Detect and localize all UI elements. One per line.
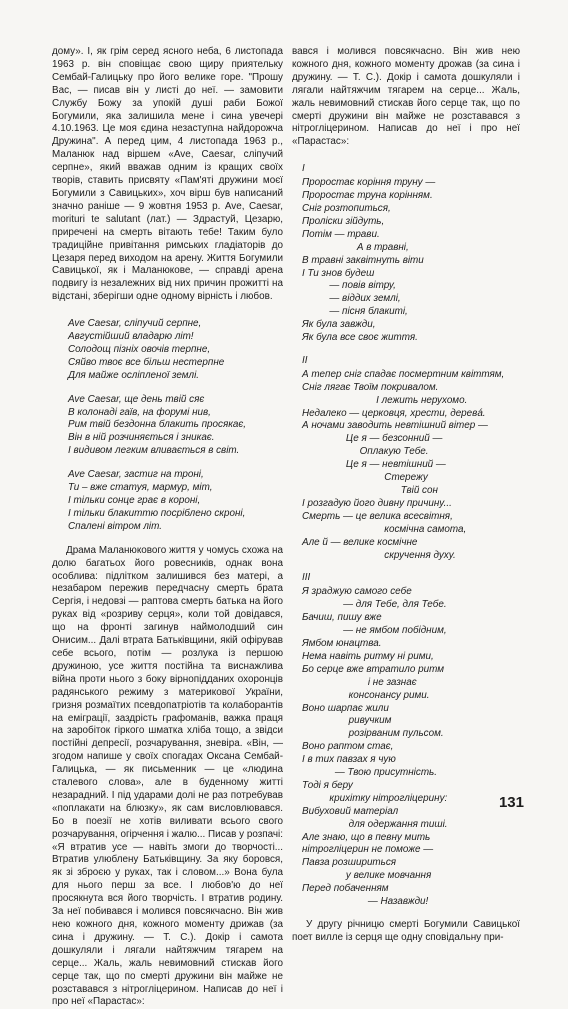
poem-line: — Назавжди!	[302, 896, 429, 908]
poem-line: Смерть — це велика всесвітня,	[302, 510, 453, 522]
poem-section	[292, 572, 520, 909]
poem-line: А в травні,	[302, 241, 409, 253]
poem-line: Ти – вже статуя, мармур, міт,	[68, 482, 213, 494]
poem-line: І тільки блакиттю посріблено скроні,	[68, 507, 246, 519]
right-column	[292, 46, 520, 945]
poem-line: космічна самота,	[302, 523, 467, 535]
poem-line: — повів вітру,	[302, 280, 396, 292]
poem-line: Солодощ пізніх овочів терпне,	[68, 343, 211, 355]
poem-line: Сніг лягає Твоїм покривалом.	[302, 381, 439, 393]
poem-line: у велике мовчання	[302, 870, 432, 882]
poem-line: Це я — невтішний —	[302, 459, 446, 471]
poem-line: нітрогліцерин не поможе —	[302, 844, 434, 856]
poem-line: Як була завжди,	[302, 319, 376, 331]
poem-line: Ave Caesar, сліпучий серпне,	[68, 318, 202, 330]
poem-line: В травні заквітнуть віти	[302, 254, 424, 266]
left-bottom-paragraph: Драма Маланюкового життя у чомусь схожа на долю багатьох його ровесників, однак вона особлива: підлітком залишився без матері, а незабаром пережив передчасну смерть брата Сергія, і недовзі — раптова смерть батька на його руках від «розриву серця», коли той довідався, що на фронті загинув наймолодший син Онисим... Далі втрата Батьківщини, якій офірував себе всього, потім — розлука із першою дружиною, усе життя постійна та виснажлива війна проти нього з боку вірнопідданих охоронців радянського режиму з материкової України, гризня розмаїтих псевдопатріотів та колаборантів на еміграції, заздрість графоманів, важка праця на заробіток гіркого шматка хліба тощо, а звідси постійні депресії, розчарування, зневіра. «Він, — згодом напише у своїх спогадах Оксана Сембай-Галицька, — як письменник — це «людина сталевого слова», але в буденному житті незарадний. І під ударами долі не раз потребував «поплакати на блюзку», як сам висловлювався. Бо в поезії не хотів виливати всього свого розчарування, огірчення і жалю... Писав у розпачі: «Я втратив усе — навіть змоги до творчості... Втратив улюблену Батьківщину. За яку боровся, як зі зброєю у руках, так і словом...» Вона була для нього перш за все. І любов'ю до неї просякнута вся його творчість. І втратив родину. За неї побивався і молився повсякчасно. Він жив нею кожного дня, кожного моменту дрижав (за сина і дружину. — Т. С.). Докір і самота дошкуляли і лягали найтяжчим тягарем на серце... Жаль, жаль невимовний стискав його серце так, що по смерті дружини він майже не розставався з нітрогліцерином. Написав до неї і про неї «Парастас»:	[52, 544, 283, 1008]
poem-line: Недалеко — церковця, хрести, деревá.	[302, 407, 486, 419]
poem-line: А ночами заводить невтішний вітер —	[302, 420, 488, 432]
poem-line: Проростає коріння труну —	[302, 177, 436, 189]
poem-line: — пісня блакиті,	[302, 306, 408, 318]
poem-line: для одержання тиші.	[302, 818, 448, 830]
poem-line: Вибуховий матеріал	[302, 805, 399, 817]
left-column	[52, 46, 283, 1009]
poem-line: Проліски зійдуть,	[302, 215, 385, 227]
poem-line: І тільки сонце грає в короні,	[68, 495, 201, 506]
poem-line: А тепер сніг спадає посмертним квіттям,	[302, 368, 505, 380]
poem-line: Стережу	[302, 472, 428, 484]
poem-line: Він в ній розчиняється і зникає.	[68, 432, 215, 444]
poem-stanza	[68, 318, 283, 383]
poem-line: Перед побаченням	[302, 883, 389, 895]
section-number: ІІ	[302, 354, 308, 366]
poem-line: Бо серце вже втратило ритм	[302, 663, 444, 675]
poem-line: Як була все своє життя.	[302, 332, 418, 344]
poem-line: Рим твій бездонна блакить просякає,	[68, 419, 247, 431]
poem-line: І лежить нерухомо.	[302, 394, 468, 406]
poem-line: І розгадую його дивну причину...	[302, 497, 452, 509]
poem-line: — для Тебе, для Тебе.	[302, 599, 447, 611]
poem-line: Воно шарпає жили	[302, 702, 389, 714]
poem-stanza	[68, 469, 283, 534]
poem-line: — не ямбом побідним,	[302, 625, 447, 637]
section-number: ІІІ	[302, 572, 311, 584]
poem-line: Ave Caesar, застиг на троні,	[68, 469, 204, 481]
section-number: І	[302, 163, 305, 175]
poem-line: скручення духу.	[302, 549, 456, 561]
poem-line: — віддих землі,	[302, 293, 401, 305]
poem-line: Павза розшириться	[302, 857, 397, 869]
poem-line: — Твою присутність.	[302, 767, 437, 779]
poem-line: І в тих павзах я чую	[302, 754, 396, 766]
poem-line: Августійший владарю літ!	[68, 331, 194, 343]
poem-line: І Ти знов будеш	[302, 267, 375, 279]
poem-line: Потім — трави.	[302, 228, 380, 240]
poem-line: Але знаю, що в певну мить	[302, 831, 431, 843]
poem-line: крихітку нітрогліцерину:	[302, 792, 448, 804]
poem-line: Я зраджую самого себе	[302, 586, 412, 598]
poem-line: Воно раптом стає,	[302, 741, 394, 753]
poem-line: консонансу рими.	[302, 689, 430, 701]
poem-line: ривучким	[302, 715, 392, 727]
right-bottom-paragraph: У другу річницю смерті Богумили Савицької поет вилле із серця ще одну сповідальну при-	[292, 919, 520, 943]
ave-caesar-poem	[68, 318, 283, 534]
poem-line: Твій сон	[302, 485, 438, 496]
poem-line: Ave Caesar, ще день твій сяє	[68, 393, 205, 405]
poem-line: Нема навіть ритму ні рими,	[302, 650, 434, 662]
poem-line: розірваним пульсом.	[302, 728, 444, 740]
parastas-poem	[292, 163, 520, 909]
poem-line: Сяйво твоє все більш нестерпне	[68, 356, 225, 368]
page-number: 131	[498, 794, 524, 811]
poem-line: І видивом легким вливається в світ.	[68, 445, 240, 457]
poem-line: Сніг розтопиться,	[302, 202, 391, 214]
poem-line: Бачиш, пишу вже	[302, 612, 382, 624]
poem-line: Для майже осліпленої землі.	[68, 369, 200, 381]
poem-line: Спалені вітром літ.	[68, 520, 162, 532]
poem-line: В колонаді гаїв, на форумі нив,	[68, 406, 211, 418]
right-top-paragraph: вався і молився повсякчасно. Він жив нею кожного дня, кожного моменту дрожав (за сина і дружину. — Т. С.). Докір і самота дошкуляли і лягали найтяжчим тягарем на серце... Жаль, жаль невимовний стискав його серце так, що по смерті дружини він майже не розставався з нітрогліцерином. Написав до неї і про неї «Парастас»:	[292, 46, 520, 148]
poem-line: Проростає труна корінням.	[302, 190, 433, 202]
left-top-paragraph: дому». І, як грім серед ясного неба, 6 листопада 1963 р. він сповіщає свою щиру приятельку Сембай-Галицьку про його велике горе. "Прошу Вас, — писав він у листі до неї. — замовити Службу Божу за упокій душі раби Божої Богумили, яка залишила мене і сина увечері 4.10.1963. Це моя єдина незаступна найдорожча Дружина". А перед цим, 4 листопада 1963 р., Маланюк над віршем «Ave, Caesar, сліпучий серпне», який вважав одним із кращих своїх творів, ставить присвяту «Пам'яті дружини моєї Богумили з Савицьких», хоч вірш був написаний значно раніше — 9 жовтня 1953 р. Ave, Caesar, morituri te salutant (лат.) — Здрастуй, Цезарю, приречені на смерть вітають тебе! Таким було традиційне привітання римських гладіаторів до Цезаря перед виходом на арену. Життя Богумили Савицької, як і Маланюкове, — справді арена подвигу із незалежних від них причин прожитті на відстані, зберігши одне одному вірність і любов.	[52, 46, 283, 303]
poem-section	[292, 355, 520, 563]
poem-line: Тоді я беру	[302, 779, 353, 791]
poem-stanza	[68, 394, 283, 459]
poem-line: Це я — безсонний —	[302, 433, 443, 445]
poem-line: і не зазнає	[302, 676, 417, 688]
poem-line: Ямбом юнацтва.	[302, 637, 382, 649]
poem-section	[292, 163, 520, 345]
poem-line: Алe й — велике космічне	[302, 536, 418, 548]
poem-line: Оплакую Тебе.	[302, 446, 429, 458]
